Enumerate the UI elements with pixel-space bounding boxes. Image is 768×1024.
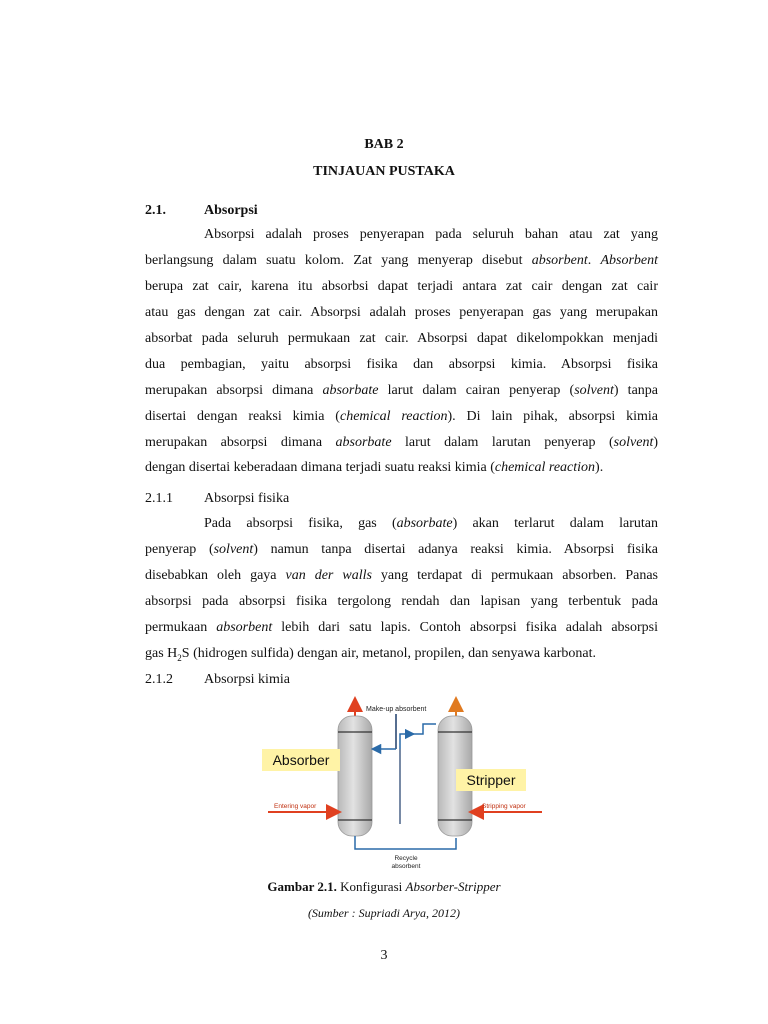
- lean-return-line: [400, 724, 436, 749]
- paragraph-line: [145, 222, 658, 248]
- entering-vapor-label: Entering vapor: [274, 803, 317, 810]
- paragraph-line: [145, 378, 658, 404]
- text-run: larut dalam cairan penyerap (: [378, 383, 575, 398]
- text-run: atau gas dengan zat cair. Absorpsi adalah proses penyerapan gas yang merupakan: [145, 305, 658, 320]
- recycle-label-2: absorbent: [391, 863, 421, 870]
- text-run: absorbat pada seluruh permukaan zat cair. Absorpsi dapat dikelompokkan menjadi: [145, 331, 658, 346]
- text-run: S (hidrogen sulfida) dengan air, metanol, propilen, dan senyawa karbonat.: [181, 646, 597, 661]
- text-run: merupakan absorpsi dimana: [145, 435, 336, 450]
- text-run: lebih dari satu lapis. Contoh absorpsi fisika adalah absorpsi: [272, 620, 658, 635]
- paragraph-line: [145, 326, 658, 352]
- text-run: Absorpsi adalah proses penyerapan pada seluruh bahan atau zat yang: [204, 227, 658, 242]
- text-run: ) akan terlarut dalam larutan: [452, 516, 658, 531]
- subsection-number: 2.1.2: [145, 672, 173, 687]
- italic-term: absorbent: [216, 620, 273, 635]
- subsection-title: Absorpsi fisika: [204, 491, 290, 506]
- text-run: berlangsung dalam suatu kolom. Zat yang menyerap disebut: [145, 253, 532, 268]
- italic-term: chemical reaction: [339, 409, 448, 424]
- paragraph-line: [145, 615, 658, 641]
- text-run: disebabkan oleh gaya: [145, 568, 286, 583]
- text-run: yang terdapat di permukaan absorben. Panas: [371, 568, 658, 583]
- recycle-line: [355, 836, 456, 849]
- paragraph-line: [145, 511, 658, 537]
- paragraph-line: [145, 352, 658, 378]
- subscript: 2: [177, 652, 182, 663]
- text-run: berupa zat cair, karena itu absorbsi dapat terjadi antara zat cair dengan zat cair: [145, 279, 658, 294]
- stripping-vapor-label: Stripping vapor: [482, 803, 526, 810]
- italic-term: solvent: [574, 383, 614, 398]
- italic-term: chemical reaction: [494, 460, 596, 475]
- text-run: permukaan: [145, 620, 217, 635]
- section-number: 2.1.: [145, 203, 166, 218]
- absorber-stripper-diagram: [260, 694, 545, 874]
- chapter-number: BAB 2: [364, 137, 404, 152]
- chapter-title: TINJAUAN PUSTAKA: [313, 164, 455, 179]
- italic-term: solvent: [613, 435, 654, 450]
- figure-source: (Sumber : Supriadi Arya, 2012): [307, 906, 461, 920]
- text-run: Pada absorpsi fisika, gas (: [204, 516, 397, 531]
- absorber-column: [338, 716, 372, 836]
- italic-term: absorbate: [322, 383, 379, 398]
- paragraph-line: [145, 248, 658, 274]
- italic-term: absorbate: [335, 435, 392, 450]
- paragraph-line: [145, 537, 658, 563]
- figure-caption-number: Gambar 2.1.: [267, 879, 337, 894]
- italic-term: Absorbent: [600, 253, 658, 268]
- text-run: merupakan absorpsi dimana: [145, 383, 323, 398]
- text-run: ) namun tanpa disertai adanya reaksi kimia. Absorpsi fisika: [253, 542, 658, 557]
- stripper-label: Stripper: [466, 772, 516, 788]
- text-run: .: [587, 253, 601, 268]
- absorber-label: Absorber: [272, 752, 330, 768]
- figure-caption-italic: Absorber-Stripper: [405, 879, 501, 894]
- paragraph-line: [145, 430, 658, 456]
- subsection-number: 2.1.1: [145, 491, 173, 506]
- text-run: ).: [595, 460, 604, 475]
- italic-term: absorbate: [396, 516, 453, 531]
- text-run: disertai dengan reaksi kimia (: [145, 409, 340, 424]
- paragraph-line: [145, 589, 658, 615]
- text-run: ): [653, 435, 658, 450]
- text-run: penyerap (: [145, 542, 214, 557]
- italic-term: van der walls: [285, 568, 372, 583]
- paragraph-line: [145, 404, 658, 430]
- paragraph-line: [145, 300, 658, 326]
- text-run: ) tanpa: [613, 383, 658, 398]
- paragraph-line: [145, 641, 658, 667]
- makeup-label: Make-up absorbent: [366, 706, 427, 713]
- figure-caption-text: Konfigurasi: [336, 879, 406, 894]
- subsection-title: Absorpsi kimia: [204, 672, 290, 687]
- absorber-stripper-figure: [260, 694, 545, 874]
- page-number: 3: [380, 948, 388, 963]
- italic-term: absorbent: [531, 253, 588, 268]
- section-title: Absorpsi: [204, 203, 258, 218]
- paragraph-line: [145, 456, 658, 479]
- text-run: dua pembagian, yaitu absorpsi fisika dan absorpsi kimia. Absorpsi fisika: [145, 357, 658, 372]
- paragraph-absorpsi-fisika: [145, 511, 658, 667]
- italic-term: solvent: [213, 542, 254, 557]
- text-run: gas H: [145, 646, 178, 661]
- text-run: dengan disertai keberadaan dimana terjadi suatu reaksi kimia (: [145, 460, 495, 475]
- paragraph-absorpsi: [145, 222, 658, 479]
- text-run: ). Di lain pihak, absorpsi kimia: [447, 409, 659, 424]
- figure-caption: [0, 879, 768, 895]
- paragraph-line: [145, 274, 658, 300]
- paragraph-line: [145, 563, 658, 589]
- recycle-label-1: Recycle: [394, 855, 418, 862]
- text-run: absorpsi pada absorpsi fisika tergolong rendah dan lapisan yang terbentuk pada: [145, 594, 658, 609]
- text-run: larut dalam larutan penyerap (: [391, 435, 614, 450]
